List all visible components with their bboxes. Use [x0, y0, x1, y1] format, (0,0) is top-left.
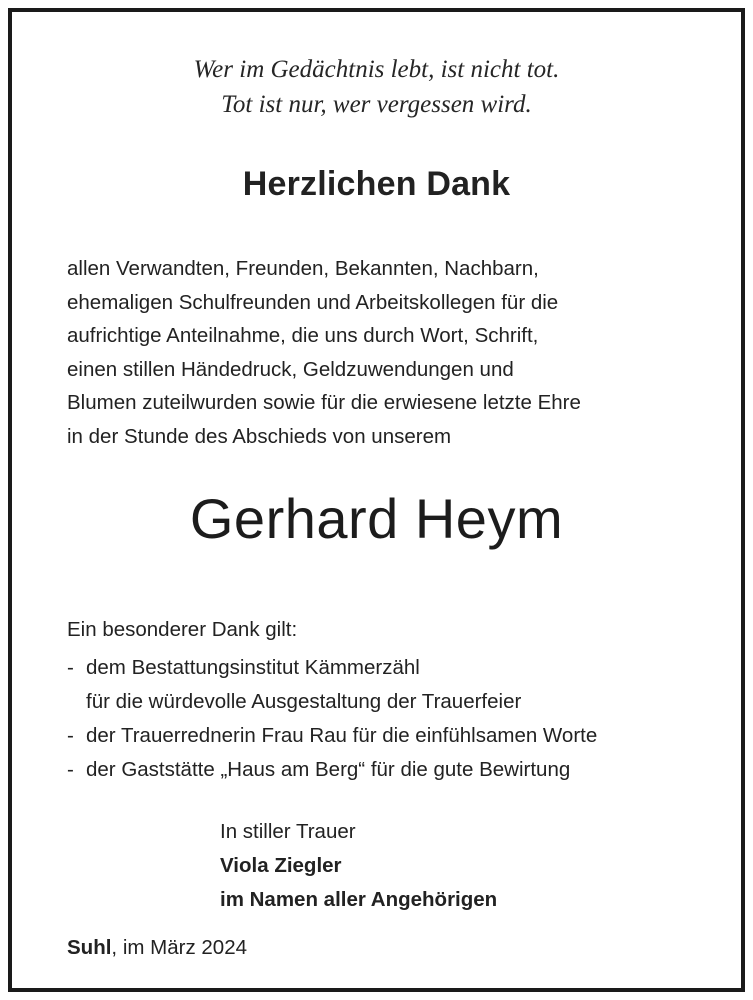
special-thanks-list: [67, 651, 727, 787]
list-item-text: der Trauerrednerin Frau Rau für die einfühlsamen Worte: [86, 724, 598, 747]
dash-bullet: -: [67, 758, 74, 781]
list-item: [67, 753, 727, 787]
list-item-continuation: [67, 685, 727, 719]
special-thanks-intro: Ein besonderer Dank gilt:: [67, 618, 298, 641]
list-item: [67, 719, 727, 753]
thanks-body: [67, 252, 707, 454]
signature-block: [220, 815, 497, 917]
motto-line-1: Wer im Gedächtnis lebt, ist nicht tot.: [193, 56, 560, 83]
body-line: aufrichtige Anteilnahme, die uns durch Wort, Schrift,: [67, 324, 539, 348]
place: Suhl: [67, 936, 112, 959]
signature-line-mourning: In stiller Trauer: [220, 820, 356, 843]
motto-quote: [0, 52, 753, 122]
body-line: ehemaligen Schulfreunden und Arbeitskollegen für die: [67, 290, 559, 314]
list-item: [67, 651, 727, 685]
list-item-text: der Gaststätte „Haus am Berg“ für die gute Bewirtung: [86, 758, 571, 781]
body-line: in der Stunde des Abschieds von unserem: [67, 424, 452, 448]
signature-name: Viola Ziegler: [220, 854, 342, 877]
list-item-text: dem Bestattungsinstitut Kämmerzähl: [86, 656, 420, 679]
dash-bullet: -: [67, 656, 74, 679]
list-item-text: für die würdevolle Ausgestaltung der Trauerfeier: [86, 690, 522, 713]
date: , im März 2024: [111, 936, 247, 959]
body-line: einen stillen Händedruck, Geldzuwendungen und: [67, 357, 514, 381]
dash-bullet: -: [67, 724, 74, 747]
deceased-name: Gerhard Heym: [189, 487, 564, 550]
body-line: allen Verwandten, Freunden, Bekannten, Nachbarn,: [67, 257, 539, 280]
place-date: [67, 931, 247, 965]
thanks-heading: Herzlichen Dank: [242, 165, 511, 203]
signature-relatives: im Namen aller Angehörigen: [220, 888, 498, 911]
body-line: Blumen zuteilwurden sowie für die erwiesene letzte Ehre: [67, 391, 581, 415]
motto-line-2: Tot ist nur, wer vergessen wird.: [221, 91, 532, 118]
